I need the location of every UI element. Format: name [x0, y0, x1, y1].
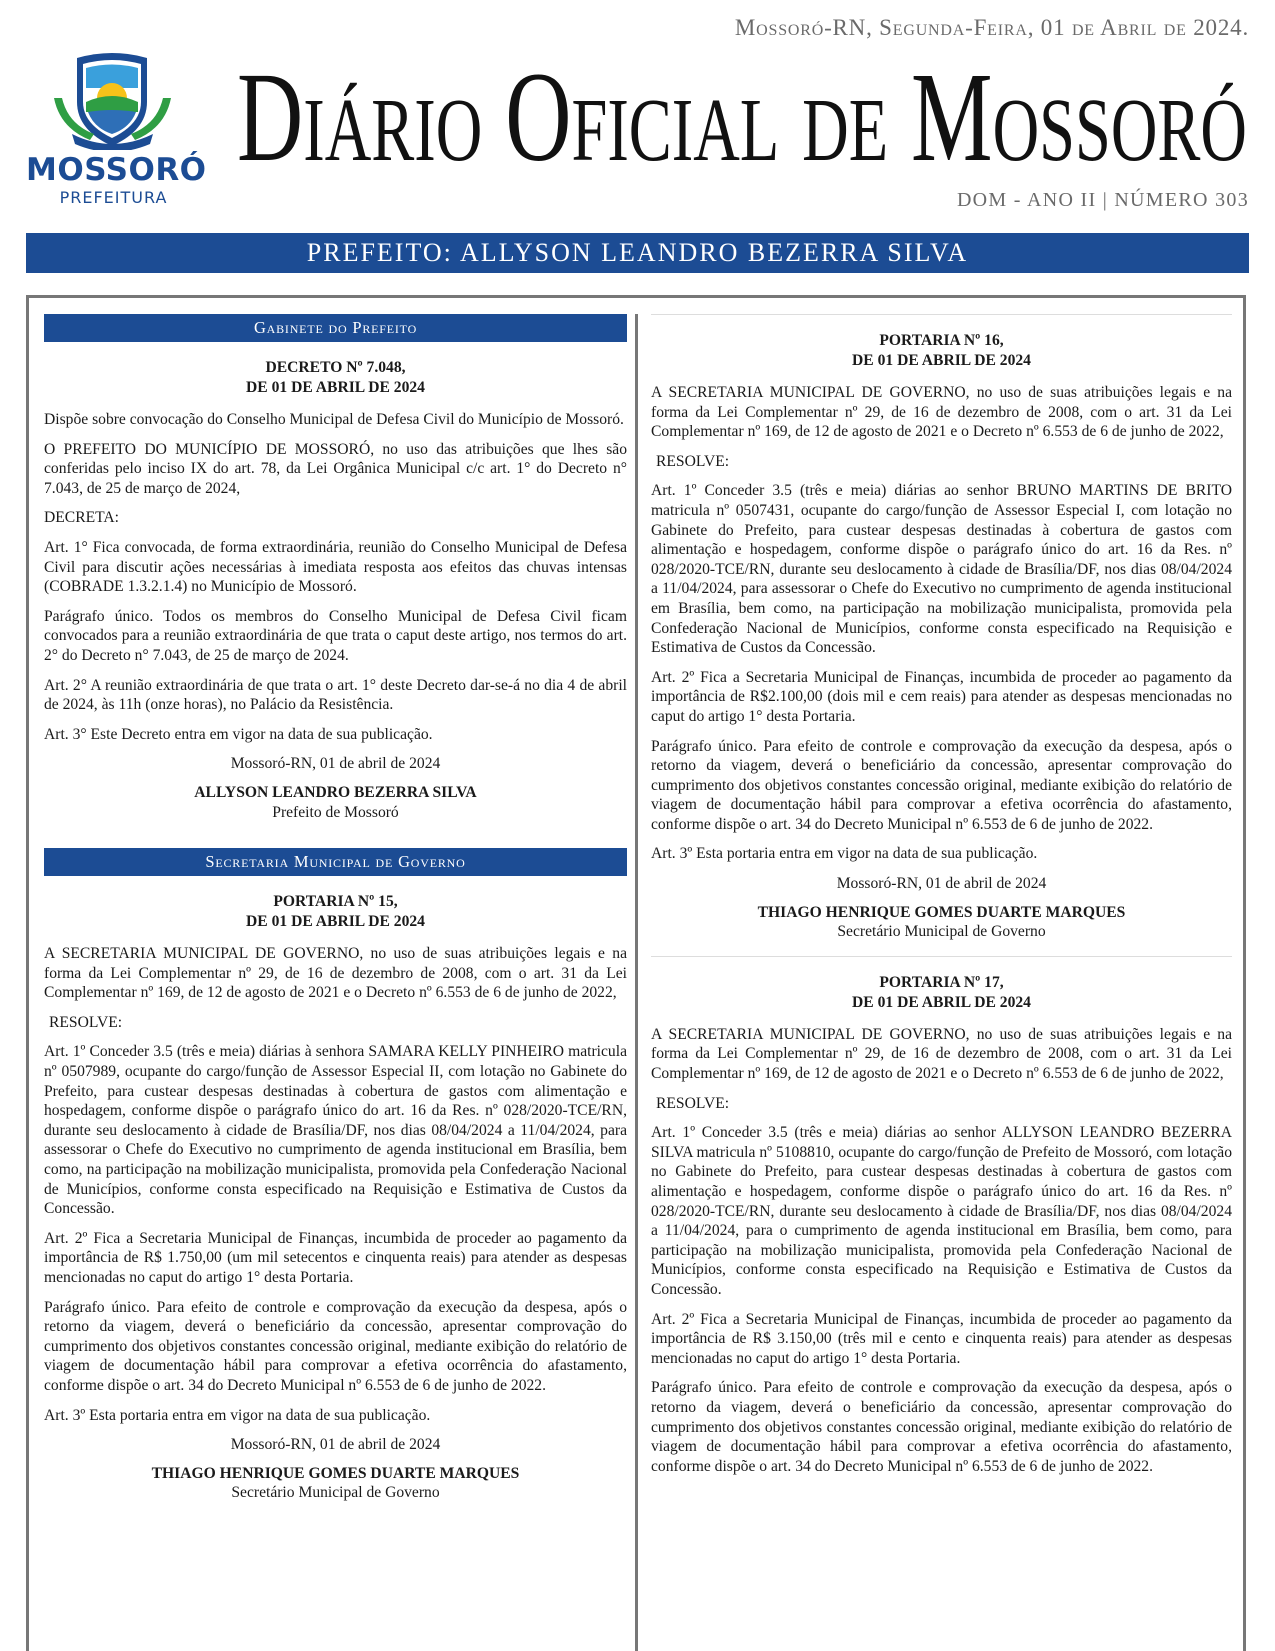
section-header-gabinete: Gabinete do Prefeito — [44, 314, 627, 342]
portaria-17 — [651, 973, 1232, 1476]
separator — [651, 314, 1232, 315]
paragraph: DECRETA: — [44, 509, 119, 527]
paragraph: A SECRETARIA MUNICIPAL DE GOVERNO, no uso de suas atribuições legais e na forma da Lei Complementar nº 29, de 16 de dezembro de 2008, com o art. 31 da Lei Complementar nº 169, de 12 de agosto de 2021 e o Decreto nº 6.553 de 6 de junho de 2022, — [651, 1025, 1232, 1083]
column-divider — [635, 314, 638, 1651]
doc-date: DE 01 DE ABRIL DE 2024 — [852, 993, 1031, 1011]
doc-title — [651, 973, 1232, 1013]
doc-number: PORTARIA Nº 15, — [273, 893, 398, 911]
resolve-label: RESOLVE: — [656, 1094, 730, 1112]
coat-of-arms-icon — [50, 50, 175, 150]
resolve-label: RESOLVE: — [49, 1013, 123, 1031]
left-column — [44, 314, 627, 1503]
right-column — [651, 328, 1232, 1486]
signer-name: THIAGO HENRIQUE GOMES DUARTE MARQUES — [151, 1464, 520, 1482]
signer-role: Prefeito de Mossoró — [272, 803, 399, 821]
decreto-7048 — [44, 358, 627, 822]
doc-date: DE 01 DE ABRIL DE 2024 — [246, 913, 425, 931]
paragraph: Art. 2º Fica a Secretaria Municipal de Finanças, incumbida de proceder ao pagamento da importância de R$2.100,00 (dois mil e cem reais) para atender as despesas mencionadas no caput do artigo 1° desta Portaria. — [651, 668, 1232, 725]
paragraph: Parágrafo único. Todos os membros do Conselho Municipal de Defesa Civil ficam convocados para a reunião extraordinária de que trata o caput deste artigo, nos termos do art. 2° do Decreto n° 7.043, de 25 de março de 2024. — [44, 607, 627, 664]
paragraph: O PREFEITO DO MUNICÍPIO DE MOSSORÓ, no uso das atribuições que lhes são conferidas pelo inciso IX do art. 78, da Lei Orgânica Municipal c/c art. 1° do Decreto n° 7.043, de 25 de março de 2024, — [44, 440, 627, 497]
signer-role: Secretário Municipal de Governo — [231, 1484, 440, 1502]
paragraph: Art. 2º Fica a Secretaria Municipal de Finanças, incumbida de proceder ao pagamento da importância de R$ 1.750,00 (um mil setecentos e cinquenta reais) para atender as despesas mencionadas no caput do artigo 1° desta Portaria. — [44, 1229, 627, 1286]
doc-date: DE 01 DE ABRIL DE 2024 — [852, 352, 1031, 369]
signer-name: THIAGO HENRIQUE GOMES DUARTE MARQUES — [757, 903, 1126, 921]
place-date: Mossoró-RN, 01 de abril de 2024 — [230, 1436, 441, 1454]
doc-number: DECRETO Nº 7.048, — [265, 359, 406, 376]
paragraph: Parágrafo único. Para efeito de controle e comprovação da execução da despesa, após o retorno da viagem, deverá o beneficiário da concessão, apresentar comprovação do cumprimento dos objetivos constantes concessão original, mediante exibição do relatório de viagem de documentação hábil para comprovar a efetiva ocorrência do afastamento, conforme dispõe o art. 34 do Decreto Municipal nº 6.553 de 6 de junho de 2022. — [651, 737, 1232, 833]
paragraph: Parágrafo único. Para efeito de controle e comprovação da execução da despesa, após o retorno da viagem, deverá o beneficiário da concessão, apresentar comprovação do cumprimento dos objetivos constantes concessão original, mediante exibição do relatório de viagem de documentação hábil para comprovar a efetiva ocorrência do afastamento, conforme dispõe o art. 34 do Decreto Municipal nº 6.553 de 6 de junho de 2022. — [651, 1379, 1232, 1475]
paragraph: Art. 1º Conceder 3.5 (três e meia) diárias à senhora SAMARA KELLY PINHEIRO matricula nº 0507989, ocupante do cargo/função de Assessor Especial II, com lotação no Gabinete do Prefeito, para custear despesas destinadas à cobertura de gastos com alimentação e hospedagem, conforme dispõe o parágrafo único do art. 16 da Res. nº 028/2020-TCE/RN, durante seu deslocamento à cidade de Brasília/DF, nos dias 08/04/2024 a 11/04/2024, para assessorar o Chefe do Executivo no cumprimento de agenda institucional em Brasília, bem como, na participação na mobilização municipalista, promovida pela Confederação Nacional de Municípios, conforme consta especificado na Requisição e Estimativa de Custos da Concessão. — [44, 1043, 627, 1218]
signer-role: Secretário Municipal de Governo — [837, 923, 1046, 941]
paragraph: Art. 1° Fica convocada, de forma extraordinária, reunião do Conselho Municipal de Defesa Civil para discutir ações necessárias à imediata resposta aos efeitos das chuvas intensas (COBRADE 1.3.2.1.4) no Município de Mossoró. — [44, 538, 627, 596]
paragraph: Art. 2° A reunião extraordinária de que trata o art. 1° deste Decreto dar-se-á no dia 4 de abril de 2024, às 11h (onze horas), no Palácio da Resistência. — [44, 676, 627, 714]
paragraph: Art. 1º Conceder 3.5 (três e meia) diárias ao senhor BRUNO MARTINS DE BRITO matricula nº 0507431, ocupante do cargo/função de Assessor Especial I, com lotação no Gabinete do Prefeito, para custear despesas destinadas à cobertura de gastos com alimentação e hospedagem, conforme dispõe o parágrafo único do art. 16 da Res. nº 028/2020-TCE/RN, durante seu deslocamento à cidade de Brasília/DF, nos dias 08/04/2024 a 11/04/2024, para assessorar o Chefe do Executivo no cumprimento de agenda institucional em Brasília, bem como, na participação na mobilização municipalista, promovida pela Confederação Nacional de Municípios, conforme consta especificado na Requisição e Estimativa de Custos da Concessão. — [651, 482, 1232, 657]
masthead-title — [228, 42, 1256, 190]
paragraph: Art. 1º Conceder 3.5 (três e meia) diárias ao senhor ALLYSON LEANDRO BEZERRA SILVA matricula nº 5108810, ocupante do cargo/função de Prefeito de Mossoró, com lotação no Gabinete do Prefeito, para custear despesas destinadas à cobertura de gastos com alimentação e hospedagem, conforme dispõe o parágrafo único do art. 16 da Res. nº 028/2020-TCE/RN, durante seu deslocamento à cidade de Brasília/DF, nos dias 08/04/2024 a 11/04/2024, para o cumprimento de agenda institucional em Brasília, bem como, para participação na mobilização municipalista, promovida pela Confederação Nacional de Municípios, conforme consta especificado na Requisição e Estimativa de Custos da Concessão. — [651, 1124, 1232, 1298]
doc-number: PORTARIA Nº 16, — [879, 332, 1004, 349]
paragraph: A SECRETARIA MUNICIPAL DE GOVERNO, no uso de suas atribuições legais e na forma da Lei Complementar nº 29, de 16 de dezembro de 2008, com o art. 31 da Lei Complementar nº 169, de 12 de agosto de 2021 e o Decreto nº 6.553 de 6 de junho de 2022, — [44, 945, 627, 1002]
paragraph: Art. 3º Esta portaria entra em vigor na data de sua publicação. — [44, 1406, 431, 1424]
logo-wordmark: MOSSORÓ — [26, 152, 207, 188]
masthead-text: Diário Oficial de Mossoró — [237, 46, 1247, 188]
place-date: Mossoró-RN, 01 de abril de 2024 — [230, 755, 441, 773]
prefeitura-logo — [26, 50, 207, 208]
paragraph: A SECRETARIA MUNICIPAL DE GOVERNO, no uso de suas atribuições legais e na forma da Lei Complementar nº 29, de 16 de dezembro de 2008, com o art. 31 da Lei Complementar nº 169, de 12 de agosto de 2021 e o Decreto nº 6.553 de 6 de junho de 2022, — [651, 384, 1232, 441]
portaria-15 — [44, 892, 627, 1503]
paragraph: Art. 3º Esta portaria entra em vigor na data de sua publicação. — [651, 845, 1038, 863]
doc-number: PORTARIA Nº 17, — [879, 973, 1004, 991]
place-date: Mossoró-RN, 01 de abril de 2024 — [836, 875, 1047, 893]
separator — [651, 956, 1232, 957]
portaria-16 — [651, 331, 1232, 942]
paragraph: Art. 3° Este Decreto entra em vigor na data de sua publicação. — [44, 725, 433, 743]
edition-number: DOM - ANO II | NÚMERO 303 — [956, 189, 1249, 211]
paragraph: Dispõe sobre convocação do Conselho Municipal de Defesa Civil do Município de Mossoró. — [44, 411, 624, 428]
doc-title — [44, 892, 627, 932]
logo-subtitle: PREFEITURA — [59, 188, 168, 207]
paragraph: Art. 2º Fica a Secretaria Municipal de Finanças, incumbida de proceder ao pagamento da importância de R$ 3.150,00 (três mil e cento e cinquenta reais) para atender as despesas mencionadas no caput do artigo 1° desta Portaria. — [651, 1310, 1232, 1367]
paragraph: Parágrafo único. Para efeito de controle e comprovação da execução da despesa, após o retorno da viagem, deverá o beneficiário da concessão, apresentar comprovação do cumprimento dos objetivos constantes concessão original, mediante exibição do relatório de viagem de documentação hábil para comprovar a efetiva ocorrência do afastamento, conforme dispõe o art. 34 do Decreto Municipal nº 6.553 de 6 de junho de 2022. — [44, 1298, 627, 1394]
doc-date: DE 01 DE ABRIL DE 2024 — [246, 379, 425, 396]
signer-name: ALLYSON LEANDRO BEZERRA SILVA — [194, 783, 477, 801]
resolve-label: RESOLVE: — [656, 452, 730, 470]
doc-title — [44, 358, 627, 398]
doc-title — [651, 331, 1232, 371]
publication-date: Mossoró-RN, Segunda-Feira, 01 de Abril de 2024. — [734, 15, 1249, 40]
section-header-governo: Secretaria Municipal de Governo — [44, 848, 627, 876]
mayor-banner: PREFEITO: ALLYSON LEANDRO BEZERRA SILVA — [26, 233, 1249, 273]
